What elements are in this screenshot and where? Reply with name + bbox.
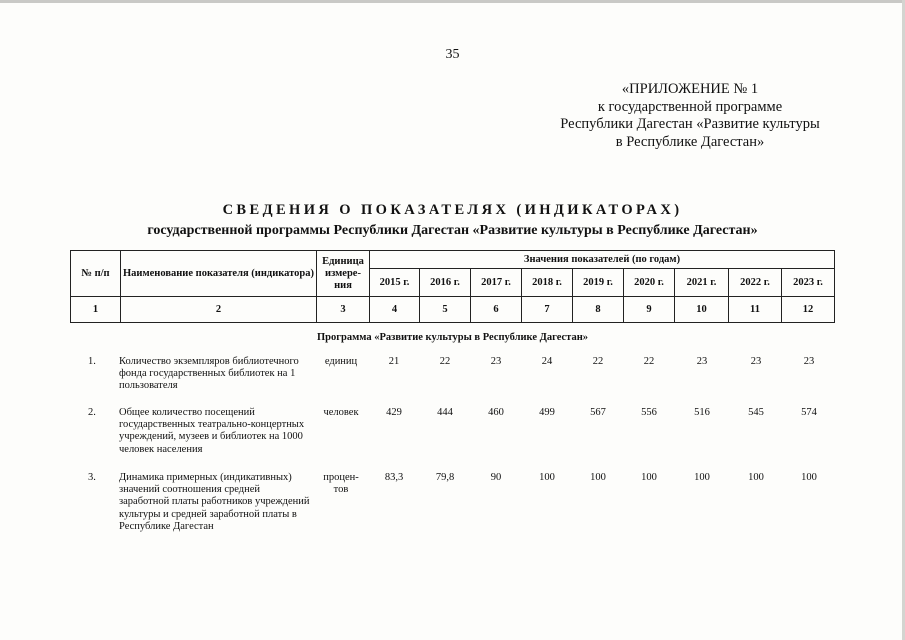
appendix-block bbox=[545, 81, 835, 151]
row-unit: процен-тов bbox=[323, 472, 359, 496]
row-value: 24 bbox=[541, 356, 553, 367]
row-value: 100 bbox=[801, 472, 817, 483]
scan-edge-top bbox=[0, 0, 905, 3]
row-value: 22 bbox=[439, 356, 451, 367]
header-year: 2020 г. bbox=[624, 269, 675, 297]
appendix-line: Республики Дагестан «Развитие культуры bbox=[560, 116, 820, 132]
column-number: 1 bbox=[71, 297, 121, 323]
header-year: 2021 г. bbox=[675, 269, 729, 297]
row-value: 100 bbox=[694, 472, 710, 483]
column-number: 3 bbox=[317, 297, 370, 323]
column-number: 9 bbox=[624, 297, 675, 323]
row-value: 100 bbox=[590, 472, 606, 483]
column-number: 7 bbox=[522, 297, 573, 323]
header-year: 2019 г. bbox=[573, 269, 624, 297]
header-year: 2016 г. bbox=[420, 269, 471, 297]
appendix-line: в Республике Дагестан» bbox=[615, 133, 765, 150]
row-value: 23 bbox=[696, 356, 708, 367]
column-number: 6 bbox=[471, 297, 522, 323]
page-number: 35 bbox=[445, 47, 460, 62]
row-value: 79,8 bbox=[435, 472, 455, 483]
header-year: 2022 г. bbox=[729, 269, 782, 297]
row-unit: единиц bbox=[324, 356, 358, 367]
row-value: 556 bbox=[641, 407, 657, 418]
row-value: 23 bbox=[750, 356, 762, 367]
header-unit: Единица измере-ния bbox=[317, 251, 370, 297]
row-value: 460 bbox=[488, 407, 504, 418]
row-value: 22 bbox=[643, 356, 655, 367]
row-value: 100 bbox=[539, 472, 555, 483]
header-year: 2023 г. bbox=[782, 269, 835, 297]
row-value: 100 bbox=[641, 472, 657, 483]
column-number: 12 bbox=[782, 297, 835, 323]
document-subtitle: государственной программы Республики Дагестан «Развитие культуры в Республике Дагестан» bbox=[147, 223, 758, 238]
header-year: 2017 г. bbox=[471, 269, 522, 297]
row-indicator-name: Общее количество посещений государственных театрально-концертных учреждений, музеев и библиотек на 1000 человек населения bbox=[119, 407, 305, 455]
row-value: 567 bbox=[590, 407, 606, 418]
row-indicator-name: Динамика примерных (индикативных) значений соотношения средней заработной платы работников учреждений культуры и средней заработной платы в Республике Дагестан bbox=[119, 472, 310, 532]
section-title: Программа «Развитие культуры в Республике Дагестан» bbox=[316, 332, 588, 343]
row-number: 2. bbox=[88, 407, 96, 418]
row-value: 545 bbox=[748, 407, 764, 418]
row-value: 516 bbox=[694, 407, 710, 418]
row-value: 100 bbox=[748, 472, 764, 483]
header-num: № п/п bbox=[71, 251, 121, 297]
row-value: 23 bbox=[490, 356, 502, 367]
column-number: 2 bbox=[121, 297, 317, 323]
row-value: 83,3 bbox=[384, 472, 404, 483]
header-name: Наименование показателя (индикатора) bbox=[121, 251, 317, 297]
appendix-line: «ПРИЛОЖЕНИЕ № 1 bbox=[621, 81, 759, 97]
row-value: 429 bbox=[386, 407, 402, 418]
row-value: 21 bbox=[388, 356, 400, 367]
column-number: 11 bbox=[729, 297, 782, 323]
header-values-group: Значения показателей (по годам) bbox=[370, 251, 835, 269]
row-number: 1. bbox=[88, 356, 96, 367]
column-number: 5 bbox=[420, 297, 471, 323]
indicators-table-header bbox=[70, 250, 835, 323]
column-number: 10 bbox=[675, 297, 729, 323]
header-year: 2015 г. bbox=[370, 269, 420, 297]
row-indicator-name: Количество экземпляров библиотечного фонда государственных библиотек на 1 пользователя bbox=[119, 356, 299, 392]
column-number: 8 bbox=[573, 297, 624, 323]
row-unit: человек bbox=[323, 407, 359, 418]
appendix-line: к государственной программе bbox=[597, 98, 783, 115]
row-value: 444 bbox=[437, 407, 453, 418]
column-number: 4 bbox=[370, 297, 420, 323]
row-value: 90 bbox=[490, 472, 502, 483]
row-value: 22 bbox=[592, 356, 604, 367]
row-value: 574 bbox=[801, 407, 817, 418]
row-number: 3. bbox=[88, 472, 96, 483]
header-year: 2018 г. bbox=[522, 269, 573, 297]
document-title: СВЕДЕНИЯ О ПОКАЗАТЕЛЯХ (ИНДИКАТОРАХ) bbox=[222, 202, 683, 218]
row-value: 23 bbox=[803, 356, 815, 367]
row-value: 499 bbox=[539, 407, 555, 418]
